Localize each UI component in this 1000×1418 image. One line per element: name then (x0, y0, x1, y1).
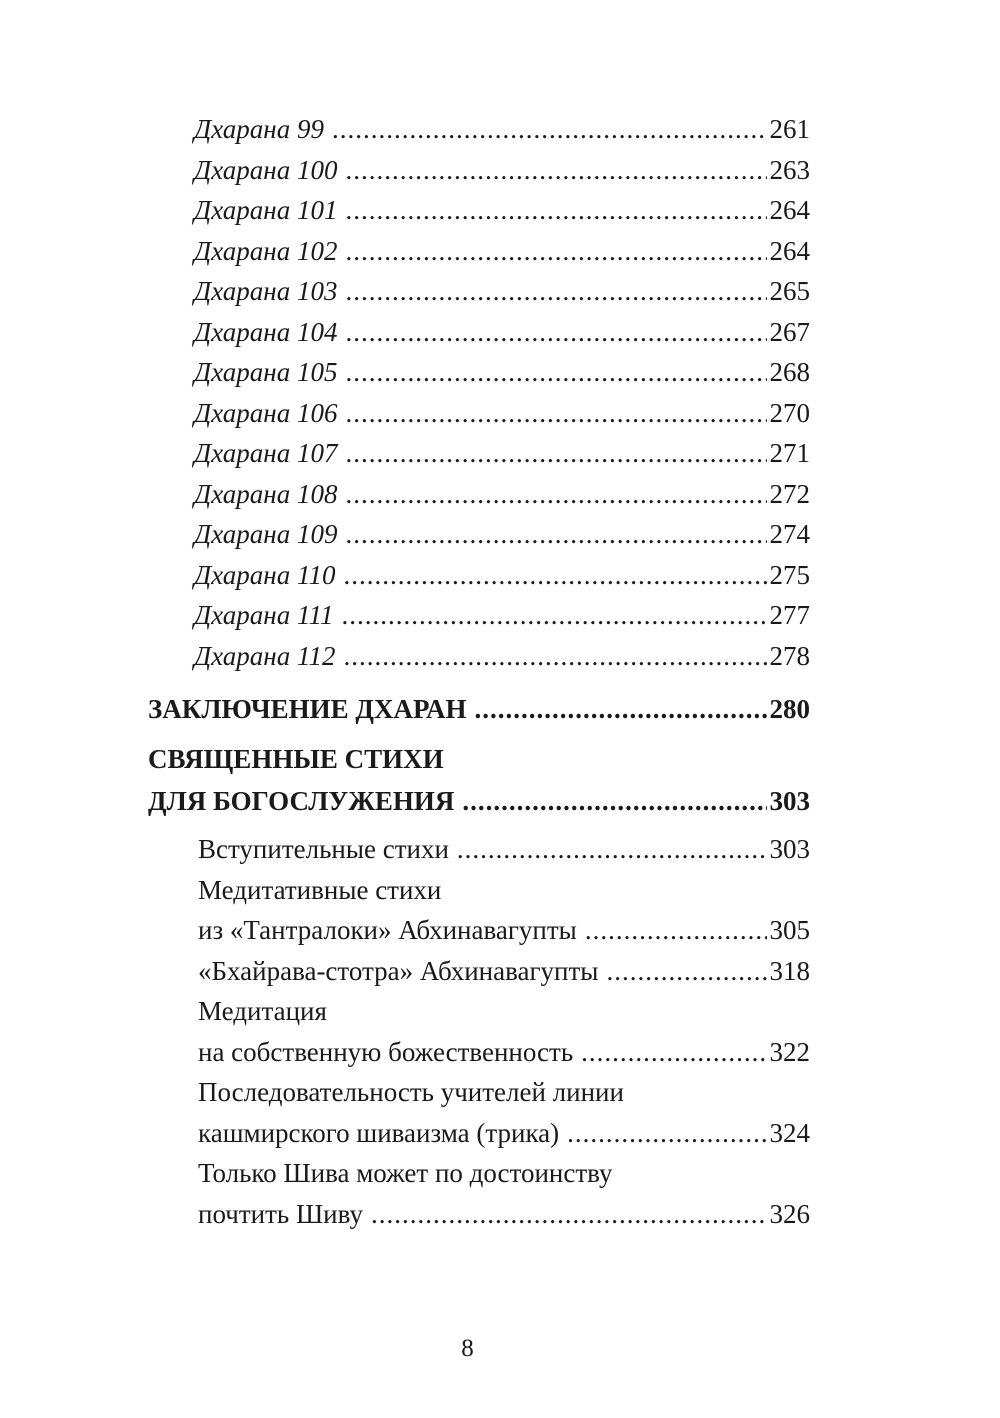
toc-entry-label: почтить Шиву (198, 1198, 363, 1229)
toc-entry-label: Дхарана 105 (194, 357, 338, 387)
dot-leader (332, 114, 767, 145)
toc-entry-label: ДЛЯ БОГОСЛУЖЕНИЯ (148, 786, 455, 816)
dot-leader (345, 155, 766, 186)
toc-entry-label: Дхарана 104 (194, 316, 338, 347)
toc-entry-page: 303 (769, 834, 810, 864)
toc-entry-label: Дхарана 110 (194, 559, 336, 590)
toc-entry-page: 264 (769, 235, 810, 266)
toc-subentry[interactable] (148, 1199, 810, 1240)
toc-entry-dharana[interactable] (148, 114, 810, 155)
toc-entry-dharana[interactable] (148, 519, 810, 560)
toc-entry-conclusion[interactable] (148, 694, 810, 738)
toc-entry-label: из «Тантралоки» Абхинавагупты (198, 915, 577, 945)
toc-entry-dharana[interactable] (148, 317, 810, 358)
subsection-list (148, 834, 810, 1239)
toc-entry-dharana[interactable] (148, 236, 810, 277)
toc-entry-label: Дхарана 101 (194, 195, 338, 225)
toc-entry-label: «Бхайрава-стотра» Абхинавагупты (198, 955, 599, 986)
toc-entry-label: Дхарана 107 (194, 438, 338, 468)
toc-subentry-line1: Медитативные стихи (198, 874, 442, 905)
dot-leader (343, 641, 766, 672)
toc-entry-label: Дхарана 106 (194, 397, 338, 428)
toc-entry-label: Дхарана 109 (194, 519, 338, 549)
toc-entry-dharana[interactable] (148, 195, 810, 236)
toc-entry-page: 280 (769, 694, 810, 724)
dot-leader (581, 1037, 766, 1068)
dot-leader (345, 317, 766, 348)
toc-entry-page: 322 (769, 1036, 810, 1067)
toc-entry-page: 324 (769, 1117, 810, 1148)
toc-subentry-line1: Медитация (198, 996, 327, 1026)
dot-leader (345, 195, 766, 226)
toc-entry-page: 275 (769, 559, 810, 590)
toc-entry-dharana[interactable] (148, 560, 810, 601)
toc-entry-page: 261 (769, 114, 810, 144)
toc-entry-page: 305 (769, 915, 810, 945)
toc-subentry[interactable] (148, 1118, 810, 1159)
toc-subentry-line1: Последовательность учителей линии (198, 1077, 624, 1107)
dot-leader (606, 956, 766, 987)
dot-leader (345, 519, 766, 550)
dot-leader (345, 398, 766, 429)
toc-entry-page: 265 (769, 276, 810, 306)
dot-leader (341, 600, 766, 631)
toc-subentry[interactable] (148, 956, 810, 997)
toc-entry-label: Дхарана 108 (194, 478, 338, 509)
dharana-list (148, 114, 810, 681)
toc-entry-label: на собственную божественность (198, 1036, 574, 1067)
toc-entry-page: 271 (769, 438, 810, 468)
dot-leader (371, 1199, 767, 1230)
toc-entry-label: Вступительные стихи (198, 834, 449, 864)
toc-entry-label: Дхарана 102 (194, 235, 338, 266)
toc-entry-page: 268 (769, 357, 810, 387)
dot-leader (457, 834, 767, 865)
toc-entry-page: 303 (769, 786, 810, 816)
toc-entry-label: кашмирского шиваизма (трика) (198, 1117, 560, 1148)
page-number: 8 (461, 1335, 474, 1362)
toc-entry-page: 270 (769, 397, 810, 428)
toc-entry-page: 263 (769, 154, 810, 185)
toc-entry-page: 267 (769, 316, 810, 347)
toc-entry-dharana[interactable] (148, 641, 810, 682)
toc-entry-page: 277 (769, 600, 810, 630)
dot-leader (345, 479, 766, 510)
dot-leader (345, 236, 766, 267)
toc-entry-label: Дхарана 99 (194, 114, 324, 144)
dot-leader (345, 357, 766, 388)
toc-entry-label: Дхарана 103 (194, 276, 338, 306)
dot-leader (462, 786, 766, 817)
toc-entry-dharana[interactable] (148, 438, 810, 479)
toc-entry-dharana[interactable] (148, 479, 810, 520)
toc-subentry[interactable] (148, 915, 810, 956)
dot-leader (585, 915, 767, 946)
toc-entry-page: 326 (769, 1198, 810, 1229)
toc-entry-sacred[interactable] (148, 786, 810, 834)
toc-entry-dharana[interactable] (148, 357, 810, 398)
toc-entry-dharana[interactable] (148, 600, 810, 641)
toc-entry-page: 278 (769, 640, 810, 671)
dot-leader (345, 276, 766, 307)
toc-entry-sacred-line1: СВЯЩЕННЫЕ СТИХИ (148, 744, 444, 774)
dot-leader (567, 1118, 766, 1149)
dot-leader (343, 560, 766, 591)
toc-entry-label: Дхарана 112 (194, 640, 336, 671)
toc-entry-page: 274 (769, 519, 810, 549)
toc-entry-label: ЗАКЛЮЧЕНИЕ ДХАРАН (148, 694, 467, 724)
table-of-contents (148, 114, 810, 1239)
toc-entry-dharana[interactable] (148, 155, 810, 196)
toc-subentry[interactable] (148, 1037, 810, 1078)
toc-entry-dharana[interactable] (148, 398, 810, 439)
toc-entry-dharana[interactable] (148, 276, 810, 317)
toc-entry-page: 318 (769, 955, 810, 986)
toc-entry-label: Дхарана 100 (194, 154, 338, 185)
toc-entry-label: Дхарана 111 (194, 600, 334, 630)
toc-entry-page: 272 (769, 478, 810, 509)
toc-subentry[interactable] (148, 834, 810, 875)
dot-leader (345, 438, 766, 469)
dot-leader (475, 694, 767, 725)
toc-subentry-line1: Только Шива может по достоинству (198, 1158, 613, 1188)
toc-entry-page: 264 (769, 195, 810, 225)
